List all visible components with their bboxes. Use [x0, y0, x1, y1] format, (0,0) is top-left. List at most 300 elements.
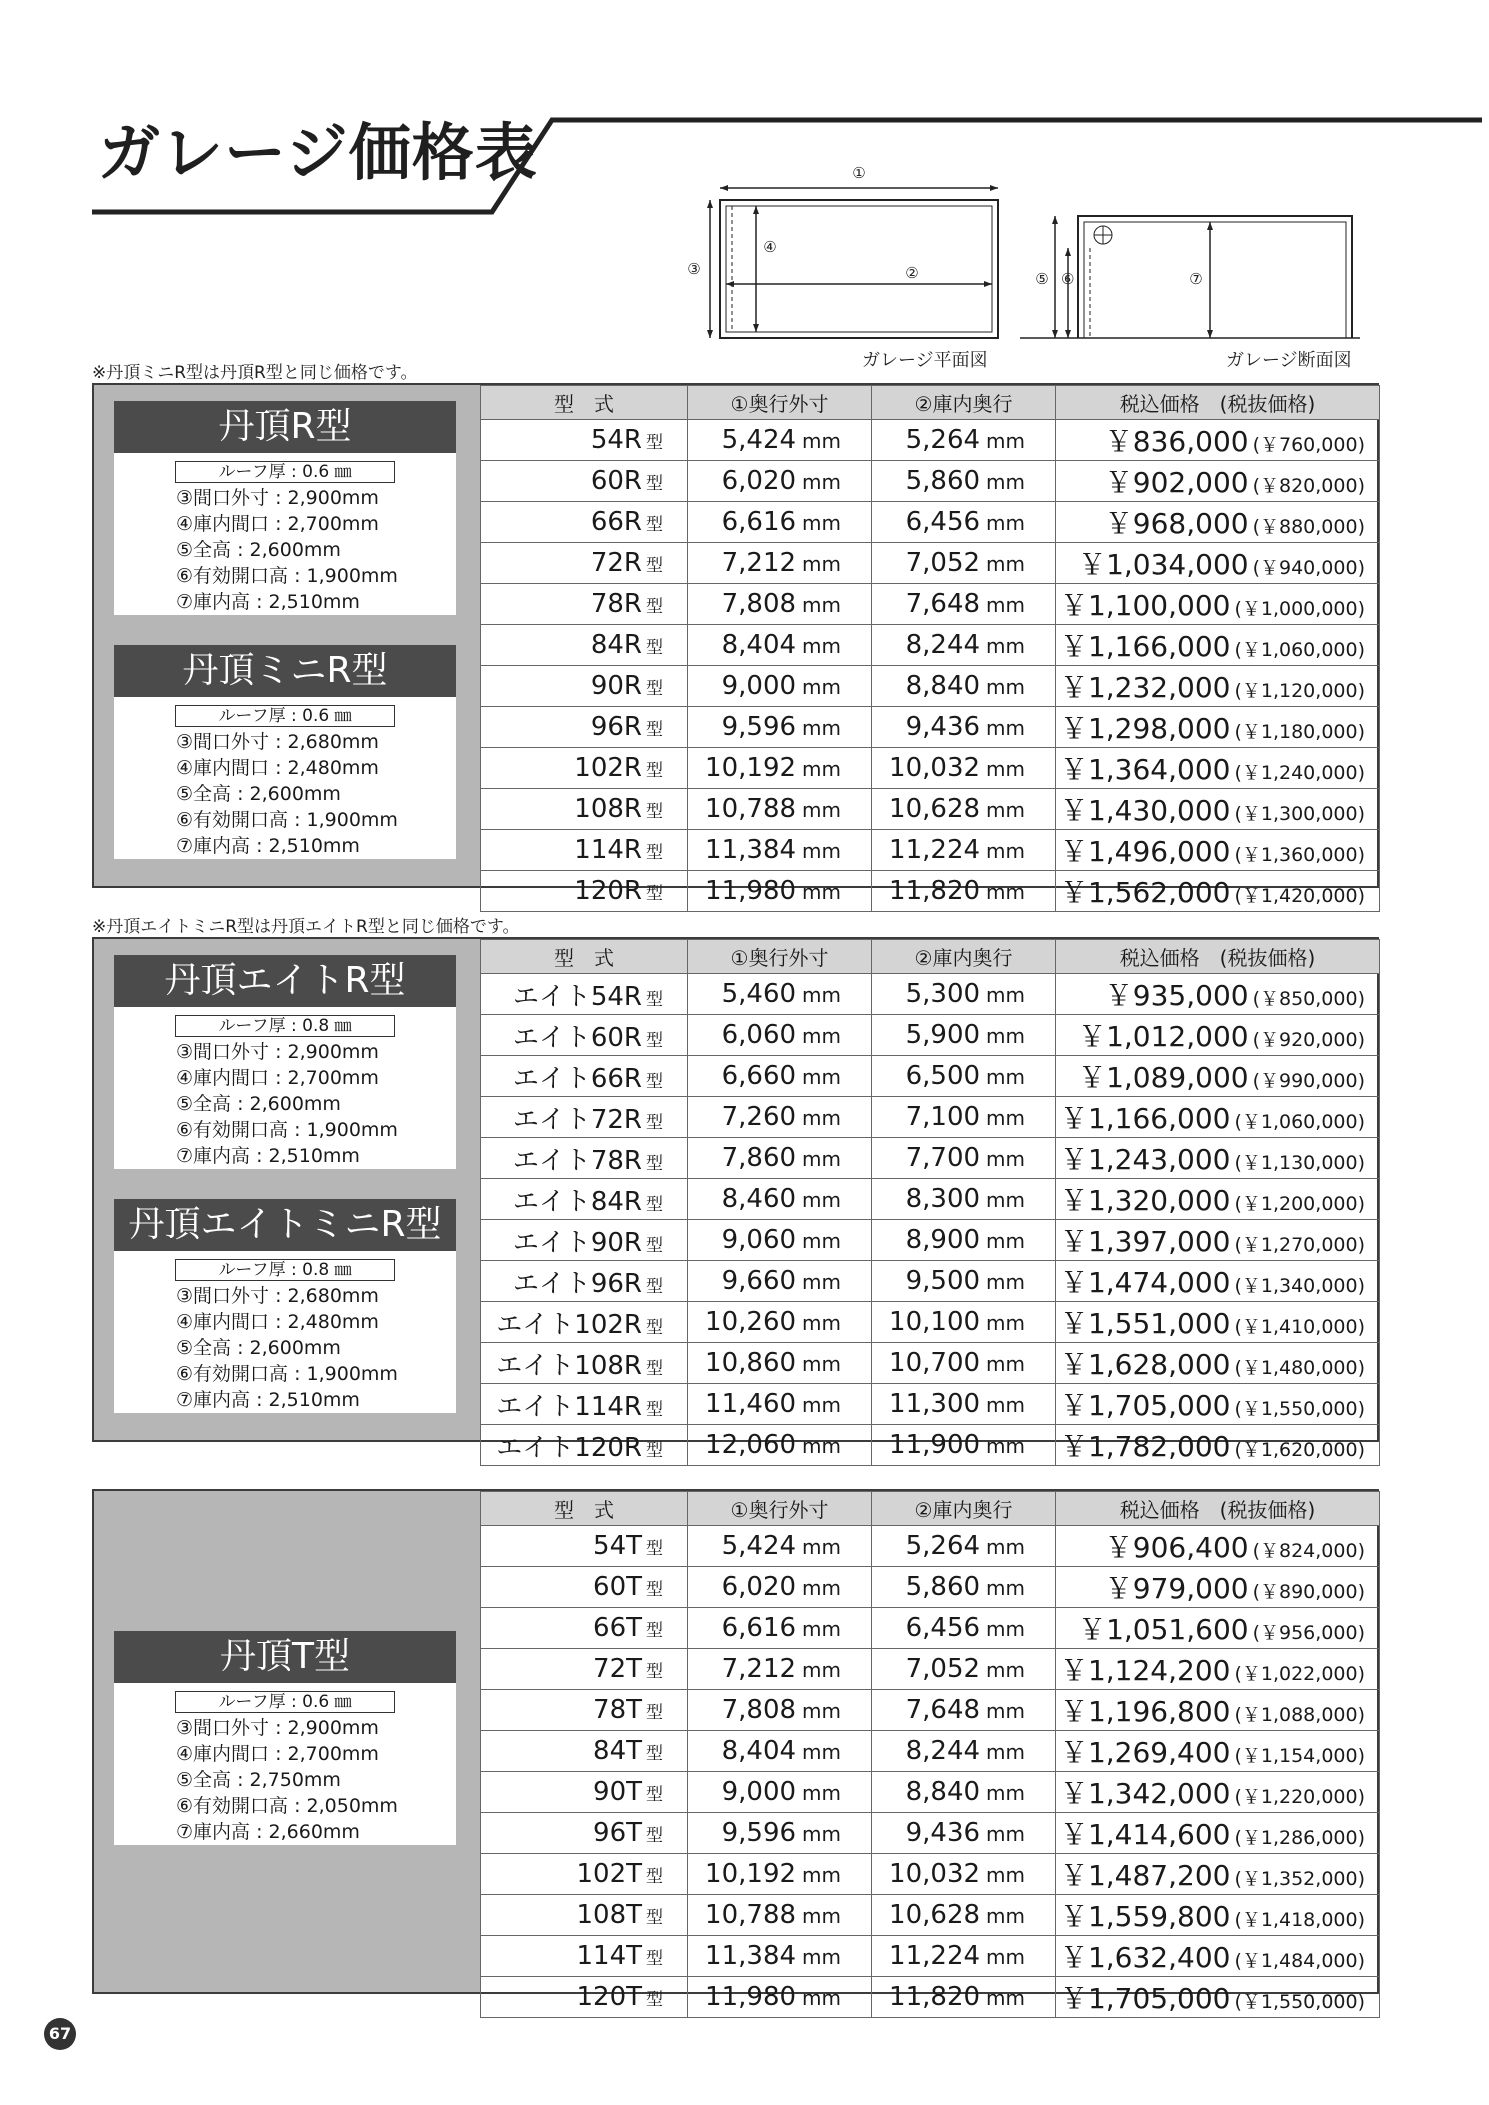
model-cell — [481, 1425, 688, 1466]
inner-depth-cell — [872, 1854, 1056, 1895]
model-code: 54R — [590, 425, 642, 455]
price-incl-tax: ￥1,166,000 — [1059, 1102, 1231, 1135]
model-block-tancho-t — [114, 1631, 456, 1845]
price-cell — [1056, 461, 1380, 502]
type-suffix: 型 — [646, 720, 663, 740]
unit-mm: mm — [986, 675, 1025, 699]
model-code: 90R — [590, 671, 642, 701]
price-cell — [1056, 1343, 1380, 1384]
table-row — [481, 543, 1380, 584]
inner-depth-cell — [872, 1895, 1056, 1936]
spec-line: ⑤全高 : 2,600mm — [176, 783, 341, 805]
inner-depth: 7,052 — [905, 548, 981, 578]
unit-mm: mm — [802, 1024, 841, 1048]
price-excl-tax: (￥1,120,000) — [1234, 680, 1365, 702]
outer-depth: 11,460 — [705, 1389, 797, 1419]
price-incl-tax: ￥1,166,000 — [1059, 630, 1231, 663]
model-code: 78T — [593, 1695, 642, 1725]
inner-depth: 5,264 — [905, 425, 981, 455]
model-cell — [481, 543, 688, 584]
model-cell — [481, 1302, 688, 1343]
model-code: エイト108R — [496, 1350, 642, 1381]
model-cell — [481, 1813, 688, 1854]
page-number: 67 — [44, 2018, 76, 2050]
outer-depth-cell — [688, 1895, 872, 1936]
model-code: 108T — [576, 1900, 642, 1930]
price-incl-tax: ￥1,487,200 — [1059, 1859, 1231, 1892]
unit-mm: mm — [986, 798, 1025, 822]
unit-mm: mm — [802, 1699, 841, 1723]
outer-depth-cell — [688, 1302, 872, 1343]
unit-mm: mm — [802, 757, 841, 781]
price-incl-tax: ￥1,632,400 — [1059, 1941, 1231, 1974]
price-incl-tax: ￥1,705,000 — [1059, 1982, 1231, 2015]
unit-mm: mm — [802, 798, 841, 822]
model-cell — [481, 502, 688, 543]
spec-line: ⑤全高 : 2,600mm — [176, 539, 341, 561]
table-row — [481, 1813, 1380, 1854]
outer-depth-cell — [688, 1384, 872, 1425]
model-code: 102T — [576, 1859, 642, 1889]
column-header: 税込価格 (税抜価格) — [1056, 1492, 1380, 1526]
inner-depth-cell — [872, 1179, 1056, 1220]
inner-depth-cell — [872, 789, 1056, 830]
model-cell — [481, 1261, 688, 1302]
unit-mm: mm — [802, 1393, 841, 1417]
unit-mm: mm — [802, 634, 841, 658]
roof-thickness: ルーフ厚 : 0.8 ㎜ — [175, 1015, 395, 1037]
model-code: 90T — [593, 1777, 642, 1807]
table-row — [481, 1895, 1380, 1936]
model-cell — [481, 1220, 688, 1261]
model-code: 72R — [590, 548, 642, 578]
unit-mm: mm — [986, 1065, 1025, 1089]
model-name: 丹頂T型 — [114, 1631, 456, 1683]
inner-depth-cell — [872, 1302, 1056, 1343]
type-suffix: 型 — [646, 1621, 663, 1641]
inner-depth-cell — [872, 1936, 1056, 1977]
inner-depth: 10,628 — [889, 1900, 981, 1930]
outer-depth: 9,596 — [721, 712, 797, 742]
inner-depth: 11,820 — [889, 876, 981, 906]
price-excl-tax: (￥956,000) — [1252, 1622, 1365, 1644]
model-cell — [481, 420, 688, 461]
model-block-tancho-r — [114, 401, 456, 615]
unit-mm: mm — [802, 1822, 841, 1846]
price-incl-tax: ￥1,562,000 — [1059, 876, 1231, 909]
spec-line: ⑦庫内高 : 2,510mm — [176, 591, 360, 613]
price-cell — [1056, 871, 1380, 912]
price-cell — [1056, 1384, 1380, 1425]
table-row — [481, 1261, 1380, 1302]
model-code: エイト96R — [512, 1268, 642, 1299]
outer-depth: 8,404 — [721, 630, 797, 660]
table-row — [481, 1220, 1380, 1261]
price-excl-tax: (￥1,352,000) — [1234, 1868, 1365, 1890]
column-header: ①奥行外寸 — [688, 1492, 872, 1526]
type-suffix: 型 — [646, 556, 663, 576]
unit-mm: mm — [802, 1781, 841, 1805]
price-cell — [1056, 420, 1380, 461]
model-code: 84R — [590, 630, 642, 660]
spec-line: ③間口外寸 : 2,900mm — [176, 1717, 379, 1739]
model-code: 54T — [593, 1531, 642, 1561]
unit-mm: mm — [802, 1945, 841, 1969]
model-cell — [481, 1936, 688, 1977]
outer-depth-cell — [688, 1854, 872, 1895]
model-cell — [481, 1097, 688, 1138]
unit-mm: mm — [986, 1106, 1025, 1130]
price-table — [480, 1491, 1380, 2018]
model-code: 96R — [590, 712, 642, 742]
unit-mm: mm — [802, 1352, 841, 1376]
price-cell — [1056, 1772, 1380, 1813]
model-code: エイト78R — [512, 1145, 642, 1176]
price-incl-tax: ￥836,000 — [1104, 425, 1249, 458]
outer-depth: 10,192 — [705, 753, 797, 783]
model-code: 72T — [593, 1654, 642, 1684]
outer-depth-cell — [688, 1056, 872, 1097]
model-cell — [481, 1179, 688, 1220]
type-suffix: 型 — [646, 679, 663, 699]
outer-depth-cell — [688, 1526, 872, 1567]
outer-depth-cell — [688, 461, 872, 502]
outer-depth: 11,384 — [705, 1941, 797, 1971]
price-excl-tax: (￥990,000) — [1252, 1070, 1365, 1092]
price-cell — [1056, 789, 1380, 830]
table-row — [481, 1425, 1380, 1466]
model-cell — [481, 625, 688, 666]
type-suffix: 型 — [646, 843, 663, 863]
outer-depth-cell — [688, 666, 872, 707]
unit-mm: mm — [986, 511, 1025, 535]
price-incl-tax: ￥1,397,000 — [1059, 1225, 1231, 1258]
unit-mm: mm — [986, 593, 1025, 617]
unit-mm: mm — [986, 1270, 1025, 1294]
price-incl-tax: ￥1,298,000 — [1059, 712, 1231, 745]
type-suffix: 型 — [646, 802, 663, 822]
table-row — [481, 666, 1380, 707]
column-header: ②庫内奥行 — [872, 1492, 1056, 1526]
model-cell — [481, 584, 688, 625]
price-incl-tax: ￥1,342,000 — [1059, 1777, 1231, 1810]
price-incl-tax: ￥1,628,000 — [1059, 1348, 1231, 1381]
price-incl-tax: ￥1,232,000 — [1059, 671, 1231, 704]
price-cell — [1056, 1097, 1380, 1138]
inner-depth-cell — [872, 1384, 1056, 1425]
inner-depth-cell — [872, 1220, 1056, 1261]
table-row — [481, 625, 1380, 666]
unit-mm: mm — [986, 1658, 1025, 1682]
price-excl-tax: (￥1,270,000) — [1234, 1234, 1365, 1256]
table-row — [481, 1343, 1380, 1384]
price-cell — [1056, 1649, 1380, 1690]
outer-depth-cell — [688, 1015, 872, 1056]
unit-mm: mm — [802, 1311, 841, 1335]
table-row — [481, 1015, 1380, 1056]
table-row — [481, 1690, 1380, 1731]
type-suffix: 型 — [646, 884, 663, 904]
model-cell — [481, 461, 688, 502]
price-incl-tax: ￥1,782,000 — [1059, 1430, 1231, 1463]
outer-depth: 7,860 — [721, 1143, 797, 1173]
inner-depth: 8,244 — [905, 1736, 981, 1766]
table-row — [481, 871, 1380, 912]
price-section-t — [92, 1489, 1379, 2015]
type-suffix: 型 — [646, 1826, 663, 1846]
price-cell — [1056, 1731, 1380, 1772]
unit-mm: mm — [986, 839, 1025, 863]
outer-depth: 6,616 — [721, 1613, 797, 1643]
model-cell — [481, 707, 688, 748]
outer-depth: 10,260 — [705, 1307, 797, 1337]
inner-depth-cell — [872, 1343, 1056, 1384]
dim-label-5: ⑤ — [1035, 270, 1049, 288]
outer-depth-cell — [688, 1179, 872, 1220]
price-incl-tax: ￥1,124,200 — [1059, 1654, 1231, 1687]
unit-mm: mm — [986, 1434, 1025, 1458]
inner-depth: 8,300 — [905, 1184, 981, 1214]
inner-depth: 11,820 — [889, 1982, 981, 2012]
price-cell — [1056, 1977, 1380, 2018]
inner-depth: 10,628 — [889, 794, 981, 824]
model-cell — [481, 1977, 688, 2018]
outer-depth: 5,424 — [721, 1531, 797, 1561]
type-suffix: 型 — [646, 1276, 663, 1297]
model-block-tancho-eight-r — [114, 955, 456, 1169]
model-code: 60R — [590, 466, 642, 496]
inner-depth-cell — [872, 871, 1056, 912]
price-cell — [1056, 1854, 1380, 1895]
price-excl-tax: (￥1,340,000) — [1234, 1275, 1365, 1297]
section-caption: ガレージ断面図 — [1226, 350, 1352, 371]
price-excl-tax: (￥1,418,000) — [1234, 1909, 1365, 1931]
outer-depth: 8,460 — [721, 1184, 797, 1214]
outer-depth: 7,808 — [721, 1695, 797, 1725]
dim-label-4: ④ — [763, 238, 777, 256]
unit-mm: mm — [986, 470, 1025, 494]
model-code: 102R — [574, 753, 642, 783]
inner-depth: 10,700 — [889, 1348, 981, 1378]
inner-depth-cell — [872, 666, 1056, 707]
outer-depth-cell — [688, 871, 872, 912]
outer-depth-cell — [688, 1936, 872, 1977]
price-cell — [1056, 707, 1380, 748]
inner-depth: 11,224 — [889, 835, 981, 865]
price-cell — [1056, 584, 1380, 625]
section-diagram — [1020, 216, 1360, 338]
table-header-row — [481, 1492, 1380, 1526]
outer-depth-cell — [688, 1977, 872, 2018]
outer-depth: 7,260 — [721, 1102, 797, 1132]
roof-thickness: ルーフ厚 : 0.8 ㎜ — [175, 1259, 395, 1281]
outer-depth: 6,060 — [721, 1020, 797, 1050]
outer-depth-cell — [688, 1138, 872, 1179]
model-cell — [481, 789, 688, 830]
inner-depth-cell — [872, 502, 1056, 543]
column-header: 型 式 — [481, 386, 688, 420]
inner-depth-cell — [872, 584, 1056, 625]
unit-mm: mm — [986, 716, 1025, 740]
price-excl-tax: (￥1,180,000) — [1234, 721, 1365, 743]
type-suffix: 型 — [646, 1949, 663, 1969]
outer-depth: 10,192 — [705, 1859, 797, 1889]
outer-depth: 9,000 — [721, 671, 797, 701]
price-incl-tax: ￥1,243,000 — [1059, 1143, 1231, 1176]
inner-depth-cell — [872, 1977, 1056, 2018]
table-row — [481, 461, 1380, 502]
outer-depth: 7,808 — [721, 589, 797, 619]
column-header: ①奥行外寸 — [688, 386, 872, 420]
outer-depth-cell — [688, 830, 872, 871]
inner-depth: 9,436 — [905, 712, 981, 742]
table-row — [481, 1097, 1380, 1138]
price-cell — [1056, 1179, 1380, 1220]
outer-depth: 6,660 — [721, 1061, 797, 1091]
type-suffix: 型 — [646, 597, 663, 617]
price-incl-tax: ￥1,051,600 — [1078, 1613, 1249, 1646]
inner-depth: 5,300 — [905, 979, 981, 1009]
model-cell — [481, 1895, 688, 1936]
outer-depth-cell — [688, 1261, 872, 1302]
plan-caption: ガレージ平面図 — [862, 350, 988, 371]
outer-depth: 10,788 — [705, 794, 797, 824]
unit-mm: mm — [986, 1740, 1025, 1764]
spec-line: ③間口外寸 : 2,900mm — [176, 1041, 379, 1063]
unit-mm: mm — [802, 1106, 841, 1130]
model-cell — [481, 666, 688, 707]
model-code: 78R — [590, 589, 642, 619]
table-row — [481, 1138, 1380, 1179]
inner-depth-cell — [872, 1649, 1056, 1690]
outer-depth: 7,212 — [721, 548, 797, 578]
model-panel — [94, 385, 480, 886]
note-eight-mini-r: ※丹頂エイトミニR型は丹頂エイトR型と同じ価格です。 — [92, 917, 520, 937]
unit-mm: mm — [986, 1904, 1025, 1928]
outer-depth-cell — [688, 1772, 872, 1813]
price-cell — [1056, 1302, 1380, 1343]
spec-line: ⑦庫内高 : 2,510mm — [176, 1389, 360, 1411]
price-cell — [1056, 1895, 1380, 1936]
spec-line: ⑤全高 : 2,600mm — [176, 1337, 341, 1359]
inner-depth: 8,244 — [905, 630, 981, 660]
model-cell — [481, 1649, 688, 1690]
type-suffix: 型 — [646, 1662, 663, 1682]
unit-mm: mm — [986, 1311, 1025, 1335]
outer-depth: 9,660 — [721, 1266, 797, 1296]
price-excl-tax: (￥1,550,000) — [1234, 1991, 1365, 2013]
column-header: 税込価格 (税抜価格) — [1056, 386, 1380, 420]
plan-diagram — [687, 164, 998, 338]
outer-depth: 6,020 — [721, 466, 797, 496]
unit-mm: mm — [986, 1024, 1025, 1048]
unit-mm: mm — [802, 1188, 841, 1212]
type-suffix: 型 — [646, 1785, 663, 1805]
price-excl-tax: (￥1,154,000) — [1234, 1745, 1365, 1767]
unit-mm: mm — [986, 1576, 1025, 1600]
spec-line: ⑦庫内高 : 2,510mm — [176, 835, 360, 857]
price-excl-tax: (￥1,484,000) — [1234, 1950, 1365, 1972]
type-suffix: 型 — [646, 1539, 663, 1559]
table-row — [481, 748, 1380, 789]
model-cell — [481, 830, 688, 871]
model-name: 丹頂ミニR型 — [114, 645, 456, 697]
inner-depth: 6,500 — [905, 1061, 981, 1091]
price-incl-tax: ￥1,012,000 — [1078, 1020, 1249, 1053]
model-code: エイト102R — [496, 1309, 642, 1340]
price-excl-tax: (￥820,000) — [1252, 475, 1365, 497]
unit-mm: mm — [986, 1863, 1025, 1887]
inner-depth-cell — [872, 1056, 1056, 1097]
outer-depth-cell — [688, 1425, 872, 1466]
type-suffix: 型 — [646, 1399, 663, 1420]
unit-mm: mm — [802, 1535, 841, 1559]
outer-depth-cell — [688, 502, 872, 543]
outer-depth-cell — [688, 1731, 872, 1772]
inner-depth-cell — [872, 1731, 1056, 1772]
outer-depth: 6,616 — [721, 507, 797, 537]
price-cell — [1056, 1813, 1380, 1854]
roof-thickness: ルーフ厚 : 0.6 ㎜ — [175, 705, 395, 727]
inner-depth: 7,052 — [905, 1654, 981, 1684]
price-excl-tax: (￥1,000,000) — [1234, 598, 1365, 620]
inner-depth-cell — [872, 1608, 1056, 1649]
model-cell — [481, 1015, 688, 1056]
price-excl-tax: (￥1,420,000) — [1234, 885, 1365, 907]
spec-line: ④庫内間口 : 2,700mm — [176, 1067, 379, 1089]
price-cell — [1056, 830, 1380, 871]
price-excl-tax: (￥1,130,000) — [1234, 1152, 1365, 1174]
unit-mm: mm — [802, 1740, 841, 1764]
price-cell — [1056, 974, 1380, 1015]
unit-mm: mm — [802, 1270, 841, 1294]
column-header: 型 式 — [481, 1492, 688, 1526]
spec-line: ⑥有効開口高 : 1,900mm — [176, 1119, 398, 1141]
inner-depth: 7,648 — [905, 1695, 981, 1725]
inner-depth: 10,032 — [889, 753, 981, 783]
price-table — [480, 385, 1380, 912]
model-cell — [481, 1056, 688, 1097]
unit-mm: mm — [986, 1188, 1025, 1212]
inner-depth-cell — [872, 1526, 1056, 1567]
type-suffix: 型 — [646, 1440, 663, 1461]
price-cell — [1056, 1425, 1380, 1466]
spec-line: ④庫内間口 : 2,480mm — [176, 1311, 379, 1333]
type-suffix: 型 — [646, 1194, 663, 1215]
table-row — [481, 1936, 1380, 1977]
table-row — [481, 1649, 1380, 1690]
inner-depth-cell — [872, 974, 1056, 1015]
column-header: ②庫内奥行 — [872, 940, 1056, 974]
price-cell — [1056, 1608, 1380, 1649]
unit-mm: mm — [986, 983, 1025, 1007]
inner-depth: 11,224 — [889, 1941, 981, 1971]
inner-depth-cell — [872, 707, 1056, 748]
price-excl-tax: (￥890,000) — [1252, 1581, 1365, 1603]
price-table — [480, 939, 1380, 1466]
unit-mm: mm — [986, 880, 1025, 904]
inner-depth: 11,900 — [889, 1430, 981, 1460]
model-code: 120R — [574, 876, 642, 906]
unit-mm: mm — [986, 634, 1025, 658]
type-suffix: 型 — [646, 1703, 663, 1723]
price-excl-tax: (￥1,360,000) — [1234, 844, 1365, 866]
outer-depth-cell — [688, 1608, 872, 1649]
model-name: 丹頂エイトR型 — [114, 955, 456, 1007]
type-suffix: 型 — [646, 433, 663, 453]
dim-label-1: ① — [852, 164, 866, 182]
inner-depth: 8,840 — [905, 1777, 981, 1807]
